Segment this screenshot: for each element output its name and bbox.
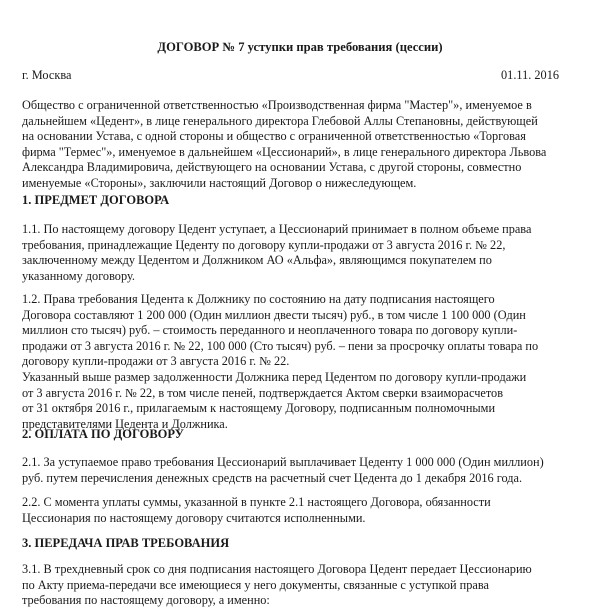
- clause-line: представителями Цедента и Должника.: [22, 416, 228, 431]
- clause-line: 1.1. По настоящему договору Цедент уступает, а Цессионарий принимает в полном объеме права: [22, 222, 532, 236]
- clause-line: требования, принадлежащие Цеденту по договору купли-продажи от 3 августа 2016 г. № 22,: [22, 237, 506, 252]
- clause-line: Цессионария по настоящему договору считаются исполненными.: [22, 510, 366, 525]
- clause-2-1: [22, 455, 559, 486]
- clause-line: от 3 августа 2016 г. № 22, в том числе пеней, подтверждается Актом сверки взаиморасчетов: [22, 385, 504, 400]
- clause-3-1: [22, 562, 559, 609]
- preamble-line: фирма "Термес"», именуемое в дальнейшем «Цессионарий», в лице генерального директора Львова: [22, 144, 547, 159]
- preamble-line: Общество с ограниченной ответственностью «Производственная фирма "Мастер"», именуемое в: [22, 98, 532, 112]
- preamble-paragraph: [22, 98, 559, 192]
- clause-line: 3.1. В трехдневный срок со дня подписания настоящего Договора Цедент передает Цессионарию: [22, 562, 532, 576]
- section-3-heading: 3. ПЕРЕДАЧА ПРАВ ТРЕБОВАНИЯ: [22, 536, 230, 550]
- contract-date: 01.11. 2016: [501, 68, 559, 82]
- clause-line: от 31 октября 2016 г., прилагаемым к настоящему Договору, подписанным полномочными: [22, 401, 496, 416]
- clause-line: 1.2. Права требования Цедента к Должнику по состоянию на дату подписания настоящего: [22, 292, 495, 306]
- clause-line: руб. путем перечисления денежных средств на расчетный счет Цедента до 1 декабря 2016 года.: [22, 470, 523, 485]
- document-title: ДОГОВОР № 7 уступки прав требования (цессии): [157, 40, 443, 54]
- clause-line: продажи от 3 августа 2016 г. № 22, 100 000 (Сто тысяч) руб. – пени за просрочку оплаты товара по: [22, 338, 539, 353]
- section-1-heading: 1. ПРЕДМЕТ ДОГОВОРА: [22, 193, 170, 207]
- preamble-line: дальнейшем «Цедент», в лице генерального директора Глебовой Аллы Степановны, действующей: [22, 113, 538, 128]
- clause-line: миллион сто тысяч) руб. – стоимость переданного и неоплаченного товара по договору купли-: [22, 323, 518, 338]
- city: г. Москва: [22, 68, 72, 82]
- clause-line: заключенному между Цедентом и Должником АО «Альфа», являющимся покупателем по: [22, 253, 492, 268]
- clause-line: договору купли-продажи от 3 августа 2016 г. № 22.: [22, 354, 290, 369]
- clause-1-2: [22, 292, 559, 432]
- clause-1-1: [22, 222, 559, 284]
- clause-line: Указанный выше размер задолженности Должника перед Цедентом по договору купли-продажи: [22, 369, 527, 384]
- clause-line: 2.1. За уступаемое право требования Цессионарий выплачивает Цеденту 1 000 000 (Один миллион): [22, 455, 544, 469]
- clause-line: требования по настоящему договору, а именно:: [22, 593, 270, 608]
- preamble-line: Александра Владимировича, действующего на основании Устава, с другой стороны, совместно: [22, 160, 522, 175]
- place-date-row: [22, 68, 559, 83]
- preamble-line: именуемые «Стороны», заключили настоящий Договор о нижеследующем.: [22, 175, 417, 190]
- clause-line: 2.2. С момента уплаты суммы, указанной в пункте 2.1 настоящего Договора, обязанности: [22, 495, 491, 509]
- clause-line: указанному договору.: [22, 268, 135, 283]
- preamble-line: на основании Устава, с одной стороны и общество с ограниченной ответственностью «Торговая: [22, 129, 526, 144]
- clause-line: Договора составляют 1 200 000 (Один миллион двести тысяч) руб., в том числе 1 100 000 (Один: [22, 307, 526, 322]
- clause-line: по Акту приема-передачи все имеющиеся у него документы, связанные с уступкой права: [22, 577, 489, 592]
- section-2-heading: 2. ОПЛАТА ПО ДОГОВОРУ: [22, 427, 184, 441]
- clause-2-2: [22, 495, 559, 526]
